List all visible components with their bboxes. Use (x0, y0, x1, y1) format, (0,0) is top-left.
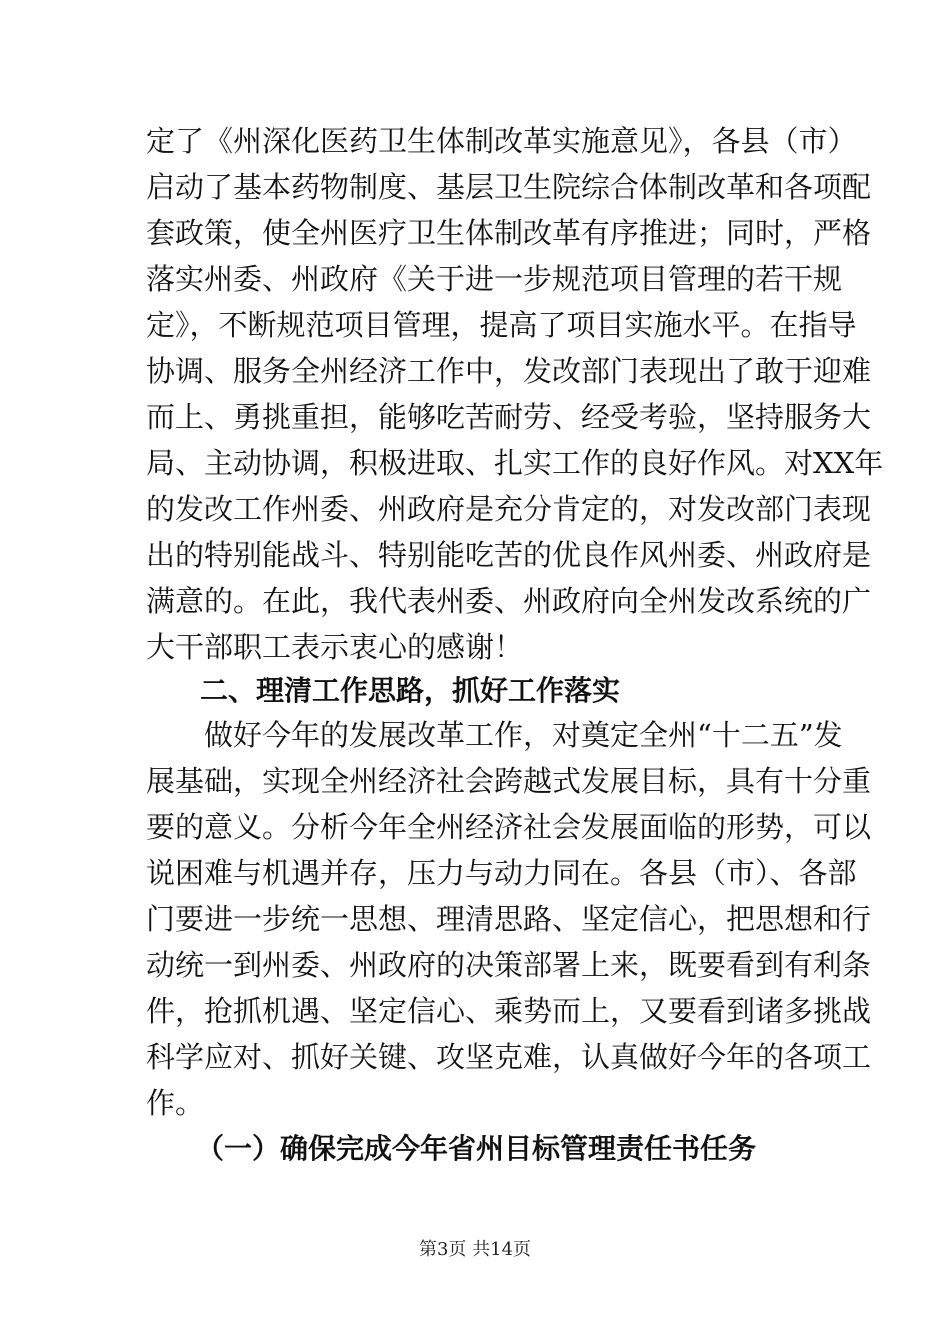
paragraph-line: 科学应对、抓好关键、攻坚克难，认真做好今年的各项工 (146, 1040, 872, 1074)
paragraph-line: 件，抢抓机遇、坚定信心、乘势而上，又要看到诸多挑战 (146, 994, 872, 1028)
paragraph-line: 局、主动协调，积极进取、扎实工作的良好作风。对XX年 (146, 446, 884, 480)
paragraph-line: 启动了基本药物制度、基层卫生院综合体制改革和各项配 (146, 170, 872, 204)
paragraph-line: 定了《州深化医药卫生体制改革实施意见》，各县（市） (146, 124, 857, 158)
paragraph-line: 协调、服务全州经济工作中，发改部门表现出了敢于迎难 (146, 354, 872, 388)
paragraph-line: 落实州委、州政府《关于进一步规范项目管理的若干规 (146, 262, 843, 296)
subsection-heading: （一）确保完成今年省州目标管理责任书任务 (196, 1132, 757, 1165)
paragraph-line: 满意的。在此，我代表州委、州政府向全州发改系统的广 (146, 584, 872, 618)
paragraph-line: 做好今年的发展改革工作，对奠定全州“十二五”发 (204, 718, 843, 752)
section-heading: 二、理清工作思路，抓好工作落实 (200, 674, 621, 707)
paragraph-line: 出的特别能战斗、特别能吃苦的优良作风州委、州政府是 (146, 538, 872, 572)
paragraph-line: 作。 (146, 1086, 205, 1120)
paragraph-line: 门要进一步统一思想、理清思路、坚定信心，把思想和行 (146, 902, 872, 936)
paragraph-line: 大干部职工表示衷心的感谢！ (146, 630, 524, 664)
paragraph-line: 的发改工作州委、州政府是充分肯定的，对发改部门表现 (146, 492, 872, 526)
paragraph-line: 而上、勇挑重担，能够吃苦耐劳、经受考验，坚持服务大 (146, 400, 872, 434)
paragraph-line: 要的意义。分析今年全州经济社会发展面临的形势，可以 (146, 810, 872, 844)
paragraph-line: 套政策，使全州医疗卫生体制改革有序推进；同时，严格 (146, 216, 872, 250)
page-number-footer: 第3页 共14页 (418, 1239, 532, 1260)
paragraph-line: 说困难与机遇并存，压力与动力同在。各县（市）、各部 (146, 856, 857, 890)
paragraph-line: 动统一到州委、州政府的决策部署上来，既要看到有利条 (146, 948, 872, 982)
paragraph-line: 展基础，实现全州经济社会跨越式发展目标，具有十分重 (146, 764, 872, 798)
paragraph-line: 定》，不断规范项目管理，提高了项目实施水平。在指导 (146, 308, 857, 342)
